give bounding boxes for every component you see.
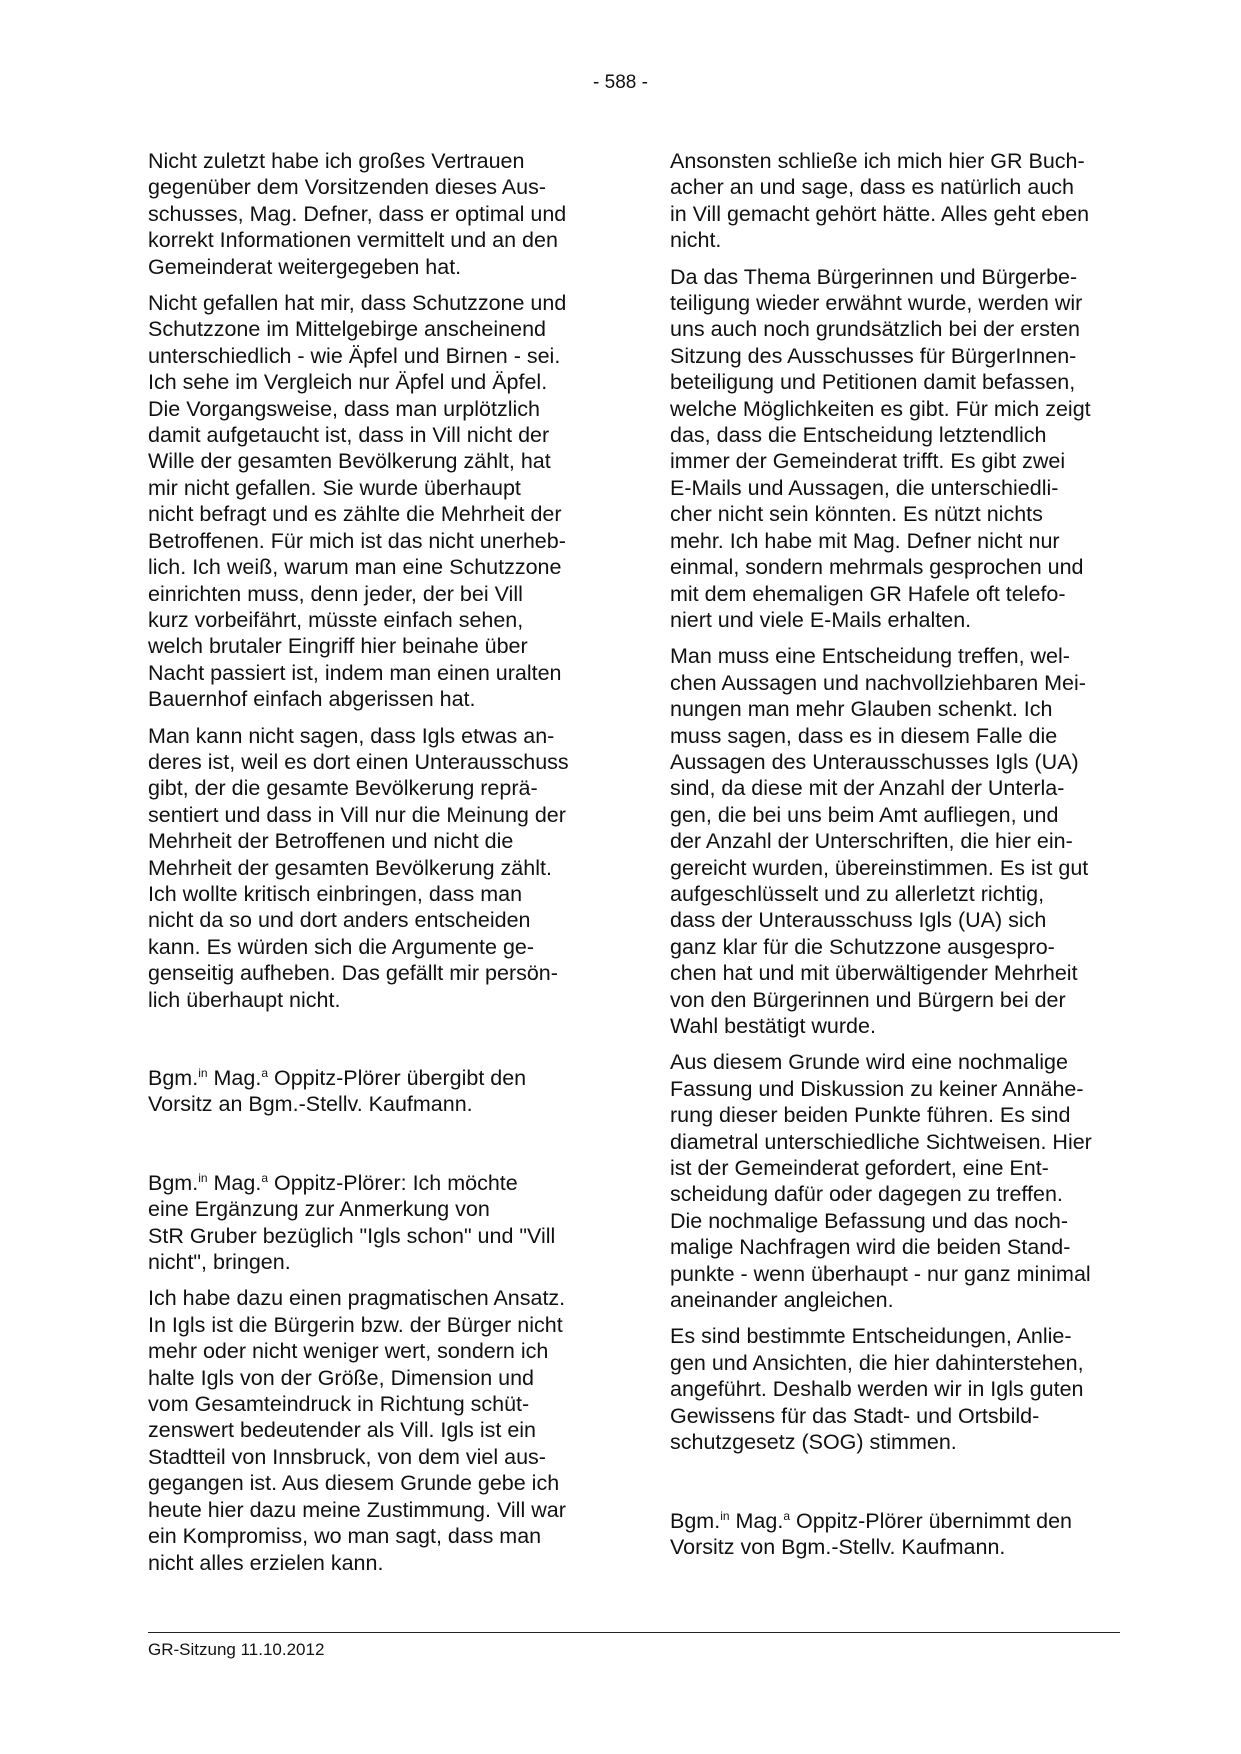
spacer (670, 1466, 1122, 1508)
speaker-title: Mag. (207, 1170, 262, 1195)
paragraph: Ansonsten schließe ich mich hier GR Buch- acher an und sage, dass es natürlich auch in Vill gemacht gehört hätte. Alles geht eben nicht. (670, 149, 1090, 253)
paragraph: Man kann nicht sagen, dass Igls etwas an- deres ist, weil es dort einen Unterausschuss gibt, der die gesamte Bevölkerung reprä- sentiert und dass in Vill nur die Meinung der Mehrheit der Betroffenen und nicht die Mehrheit der gesamten Bevölkerung zählt. Ich wollte kritisch einbringen, dass man nicht da so und dort anders entscheiden kann. Es würden sich die Argumente ge- genseitig aufheben. Das gefällt mir persön- lich überhaupt nicht. (148, 723, 569, 1012)
speaker-text: Oppitz-Plörer übergibt den Vorsitz an Bgm.-Stellv. Kaufmann. (148, 1066, 527, 1117)
procedural-note (148, 1065, 600, 1118)
speaker-title: Bgm. (148, 1066, 199, 1090)
superscript: a (261, 1170, 268, 1185)
speaker-title: Mag. (729, 1508, 784, 1533)
right-column (670, 148, 1122, 1570)
superscript: in (198, 1170, 208, 1185)
paragraph: Man muss eine Entscheidung treffen, wel- chen Aussagen und nachvollziehbaren Mei- nungen man mehr Glauben schenkt. Ich muss sagen, dass es in diesem Falle die Aussagen des Unterausschusses Igls (UA) sind, da diese mit der Anzahl der Unterla- gen, die bei uns beim Amt aufliegen, und der Anzahl der Unterschriften, die hier ein- gereicht wurden, übereinstimmen. Es ist gut aufgeschlüsselt und zu allerletzt richtig, dass der Unterausschuss Igls (UA) sich ganz klar für die Schutzzone ausgespro- chen hat und mit überwältigender Mehrheit von den Bürgerinnen und Bürgern bei der Wahl bestätigt wurde. (670, 644, 1089, 1038)
speaker-title: Bgm. (148, 1170, 199, 1195)
page-number: - 588 - (593, 72, 648, 93)
speaker-statement (148, 1170, 600, 1276)
spacer (148, 1128, 600, 1170)
speaker-title: Bgm. (670, 1508, 721, 1533)
speaker-title: Mag. (207, 1066, 262, 1090)
superscript: a (261, 1065, 268, 1080)
superscript: in (198, 1065, 208, 1080)
speaker-text: Oppitz-Plörer übernimmt den Vorsitz von Bgm.-Stellv. Kaufmann. (670, 1508, 1072, 1559)
spacer (148, 1023, 600, 1065)
paragraph: Da das Thema Bürgerinnen und Bürgerbe- teiligung wieder erwähnt wurde, werden wir uns auch noch grundsätzlich bei der ersten Sitzung des Ausschusses für BürgerInnen- beteiligung und Petitionen damit befassen, welche Möglichkeiten es gibt. Für mich zeigt das, dass die Entscheidung letztendlich immer der Gemeinderat trifft. Es gibt zwei E-Mails und Aussagen, die unterschiedli- cher nicht sein könnten. Es nützt nichts mehr. Ich habe mit Mag. Defner nicht nur einmal, sondern mehrmals gesprochen und mit dem ehemaligen GR Hafele oft telefo- niert und viele E-Mails erhalten. (670, 264, 1091, 632)
footer-divider (148, 1632, 1120, 1633)
superscript: a (783, 1508, 790, 1523)
paragraph: Es sind bestimmte Entscheidungen, Anlie- gen und Ansichten, die hier dahinterstehen, angeführt. Deshalb werden wir in Igls guten Gewissens für das Stadt- und Ortsbild- schutzgesetz (SOG) stimmen. (670, 1324, 1084, 1455)
paragraph: Ich habe dazu einen pragmatischen Ansatz. In Igls ist die Bürgerin bzw. der Bürger nicht mehr oder nicht weniger wert, sondern ich halte Igls von der Größe, Dimension und vom Gesamteindruck in Richtung schüt- zenswert bedeutender als Vill. Igls ist ein Stadtteil von Innsbruck, von dem viel aus- gegangen ist. Aus diesem Grunde gebe ich heute hier dazu meine Zustimmung. Vill war ein Kompromiss, wo man sagt, dass man nicht alles erzielen kann. (148, 1286, 566, 1575)
paragraph: Nicht zuletzt habe ich großes Vertrauen gegenüber dem Vorsitzenden dieses Aus- schusses, Mag. Defner, dass er optimal und korrekt Informationen vermittelt und an den Gemeinderat weitergegeben hat. (148, 149, 567, 279)
procedural-note (670, 1508, 1122, 1561)
left-column (148, 148, 600, 1586)
footer-text: GR-Sitzung 11.10.2012 (148, 1640, 325, 1659)
speaker-text: Oppitz-Plörer: Ich möchte eine Ergänzung zur Anmerkung von StR Gruber bezüglich "Igls schon" und "Vill nicht", bringen. (148, 1170, 556, 1275)
superscript: in (720, 1508, 730, 1523)
paragraph: Nicht gefallen hat mir, dass Schutzzone und Schutzzone im Mittelgebirge anscheinend unterschiedlich - wie Äpfel und Birnen - sei. Ich sehe im Vergleich nur Äpfel und Äpfel. Die Vorgangsweise, dass man urplötzlich damit aufgetaucht ist, dass in Vill nicht der Wille der gesamten Bevölkerung zählt, hat mir nicht gefallen. Sie wurde überhaupt nicht befragt und es zählte die Mehrheit der Betroffenen. Für mich ist das nicht unerheb- lich. Ich weiß, warum man eine Schutzzone einrichten muss, denn jeder, der bei Vill kurz vorbeifährt, müsste einfach sehen, welch brutaler Eingriff hier beinahe über Nacht passiert ist, indem man einen uralten Bauernhof einfach abgerissen hat. (148, 291, 567, 712)
paragraph: Aus diesem Grunde wird eine nochmalige Fassung und Diskussion zu keiner Annähe- rung dieser beiden Punkte führen. Es sind diametral unterschiedliche Sichtweisen. Hier ist der Gemeinderat gefordert, eine Ent- scheidung dafür oder dagegen zu treffen. Die nochmalige Befassung und das noch- malige Nachfragen wird die beiden Stand- punkte - wenn überhaupt - nur ganz minimal aneinander angleichen. (670, 1050, 1092, 1313)
